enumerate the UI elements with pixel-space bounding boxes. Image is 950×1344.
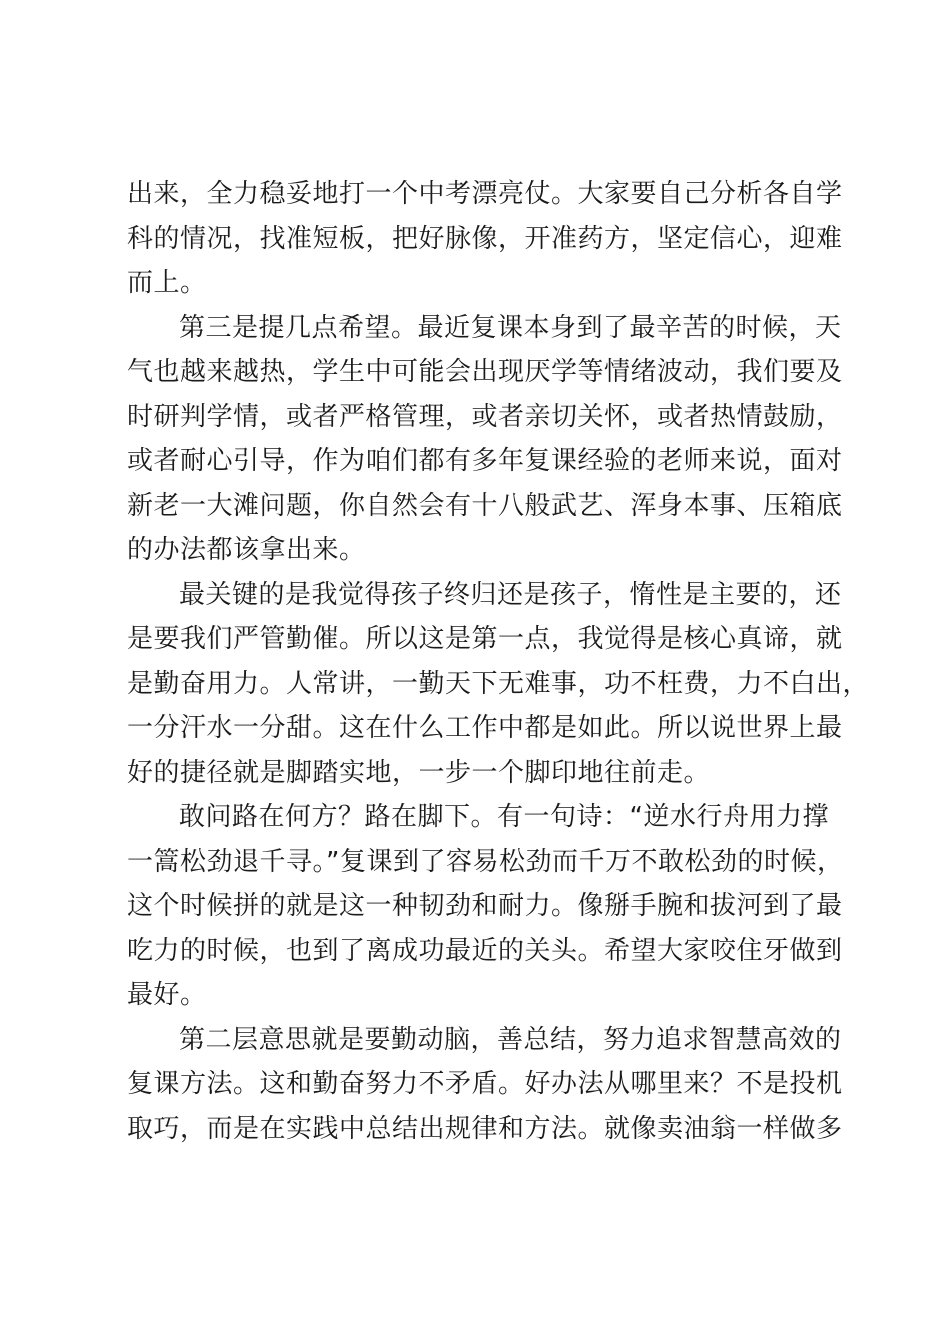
text-line: 吃力的时候，也到了离成功最近的关头。希望大家咬住牙做到: [127, 935, 843, 966]
text-line: 好的捷径就是脚踏实地，一步一个脚印地往前走。: [127, 757, 711, 788]
text-line: 科的情况，找准短板，把好脉像，开准药方，坚定信心，迎难: [127, 223, 843, 254]
text-line: 一分汗水一分甜。这在什么工作中都是如此。所以说世界上最: [127, 713, 843, 743]
text-line: 一篙松劲退千寻。”复课到了容易松劲而千万不敢松劲的时候，: [127, 846, 844, 877]
text-line: 而上。: [127, 268, 207, 298]
text-line: 时研判学情，或者严格管理，或者亲切关怀，或者热情鼓励，: [127, 401, 843, 432]
text-line: 出来，全力稳妥地打一个中考漂亮仗。大家要自己分析各自学: [127, 179, 843, 209]
text-line: 第二层意思就是要勤动脑，善总结，努力追求智慧高效的: [179, 1024, 842, 1055]
text-line: 取巧，而是在实践中总结出规律和方法。就像卖油翁一样做多: [127, 1113, 843, 1144]
text-line: 的办法都该拿出来。: [127, 535, 366, 565]
text-line: 气也越来越热，学生中可能会出现厌学等情绪波动，我们要及: [127, 357, 843, 387]
text-line: 最好。: [127, 980, 207, 1010]
text-line: 最关键的是我觉得孩子终归还是孩子，惰性是主要的，还: [179, 579, 842, 610]
text-line: 复课方法。这和勤奋努力不矛盾。好办法从哪里来？不是投机: [127, 1069, 843, 1099]
text-line: 是要我们严管勤催。所以这是第一点，我觉得是核心真谛，就: [127, 624, 843, 654]
text-line: 这个时候拼的就是这一种韧劲和耐力。像掰手腕和拔河到了最: [127, 891, 843, 921]
text-line: 是勤奋用力。人常讲，一勤天下无难事，功不枉费，力不白出，: [127, 668, 870, 699]
text-line: 敢问路在何方？路在脚下。有一句诗：“逆水行舟用力撑: [179, 802, 829, 832]
text-line: 新老一大滩问题，你自然会有十八般武艺、浑身本事、压箱底: [127, 490, 843, 521]
text-line: 或者耐心引导，作为咱们都有多年复课经验的老师来说，面对: [127, 446, 843, 476]
text-line: 第三是提几点希望。最近复课本身到了最辛苦的时候，天: [179, 312, 842, 343]
body-text: [127, 172, 870, 1151]
